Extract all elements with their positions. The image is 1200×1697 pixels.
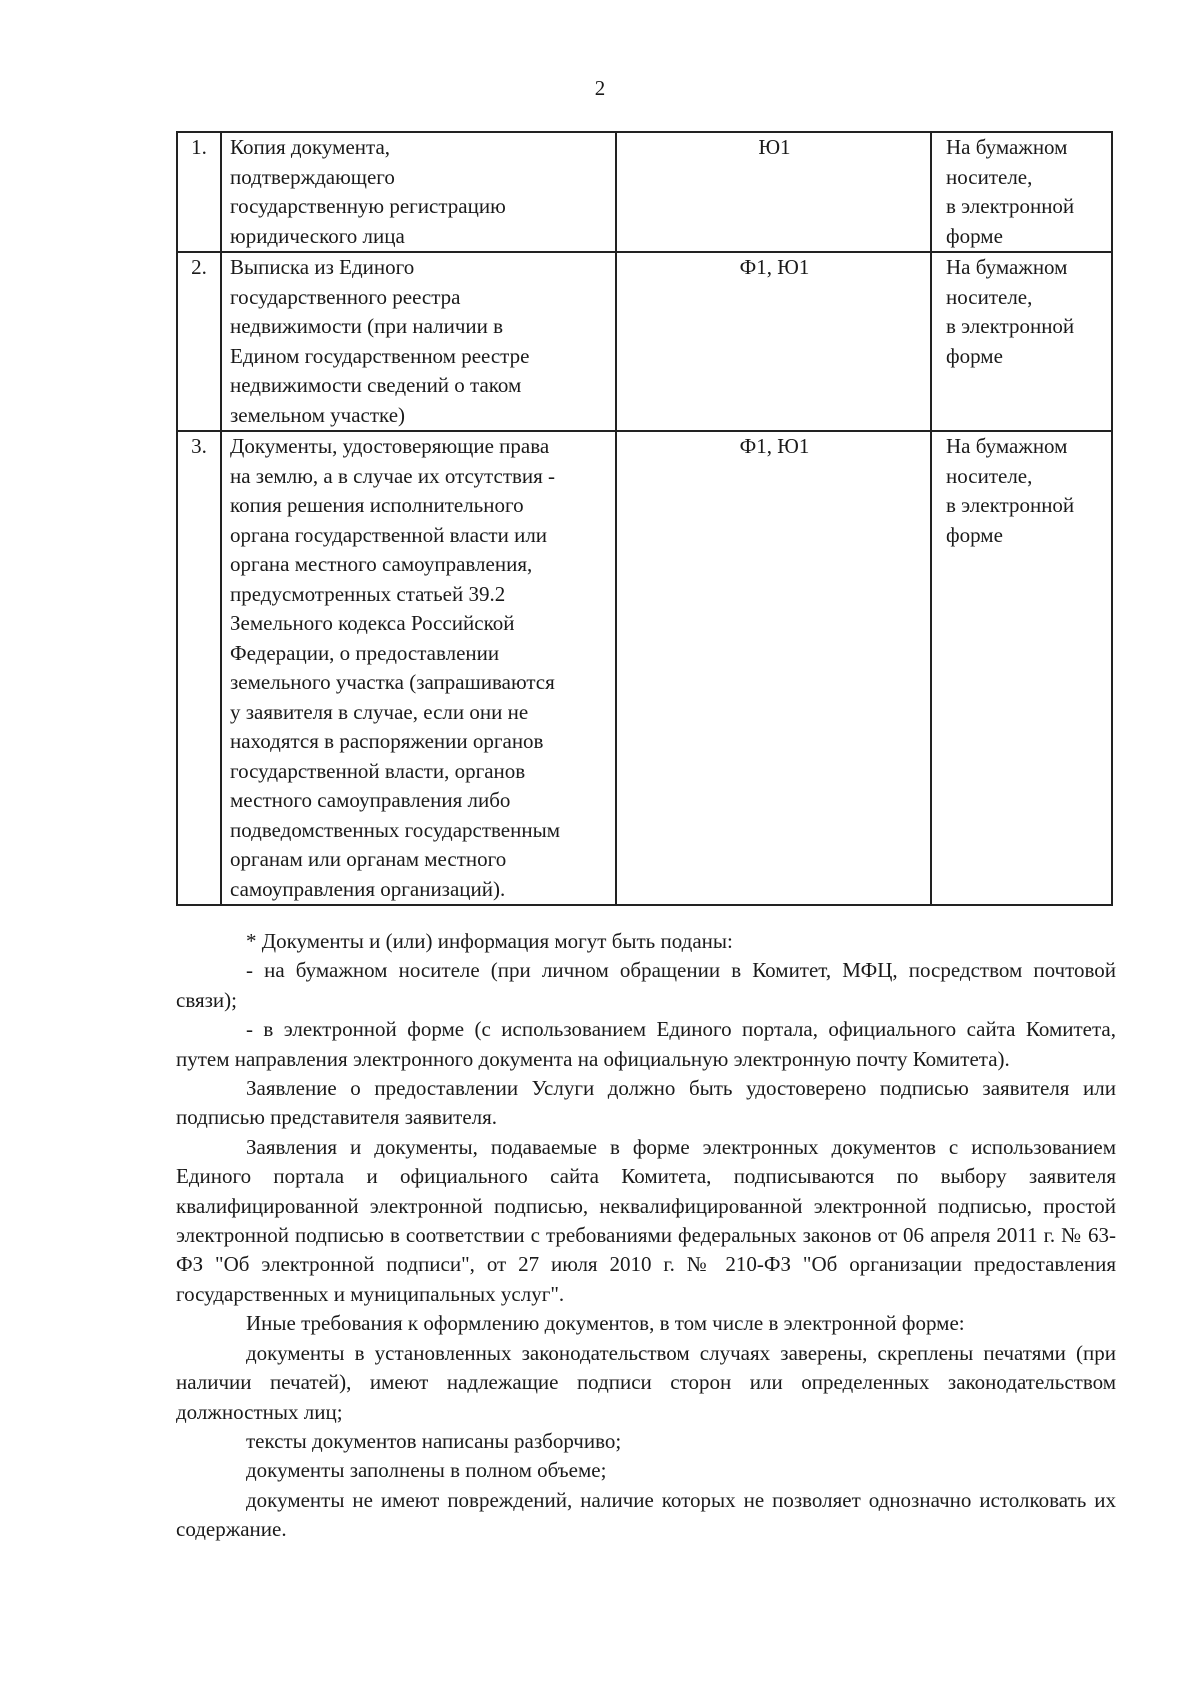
document-name-line: подведомственных государственным — [230, 817, 561, 842]
applicant-codes: Ф1, Ю1 — [616, 431, 931, 905]
document-name-line: органа местного самоуправления, — [230, 552, 533, 576]
submission-form-line: форме — [946, 223, 1003, 248]
document-name-line: недвижимости сведений о таком — [230, 373, 522, 397]
paragraph: документы не имеют повреждений, наличие которых не позволяет однозначно истолковать их содержание. — [176, 1487, 1116, 1542]
paragraph: тексты документов написаны разборчиво; — [246, 1428, 622, 1453]
document-name-line: подтверждающего — [230, 164, 395, 189]
paragraph: документы заполнены в полном объеме; — [246, 1458, 607, 1483]
submission-form — [931, 431, 1112, 905]
submission-form-line: На бумажном — [946, 255, 1068, 279]
document-name-line: Выписка из Единого — [230, 255, 415, 279]
submission-form-line: форме — [946, 522, 1003, 547]
paragraph: - в электронной форме (с использованием Единого портала, официального сайта Комитета, путем направления электронного документа на официальную электронную почту Комитета). — [176, 1017, 1116, 1071]
document-name-line: юридического лица — [230, 223, 405, 248]
submission-form-line: форме — [946, 343, 1003, 368]
page-number: 2 — [594, 76, 606, 100]
applicant-codes: Ю1 — [616, 132, 931, 252]
submission-form-line: в электронной — [946, 194, 1075, 218]
paragraph: Заявления и документы, подаваемые в форме электронных документов с использованием Единого портала и официального сайта Комитета, подписываются по выбору заявителя квалифицированной электронной подписью, неквалифицированной электронной подписью, простой электронной подписью в соответствии с требованиями федеральных законов от 06 апреля 2011 г. № 63-ФЗ "Об электронной подписи", от 27 июля 2010 г. № 210-ФЗ "Об организации предоставления государственных и муниципальных услуг". — [176, 1134, 1116, 1306]
table-row — [177, 252, 1112, 431]
table-row — [177, 132, 1112, 252]
body-text — [176, 927, 1116, 1545]
table-row — [177, 431, 1112, 905]
documents-table — [176, 131, 1113, 906]
paragraph: * Документы и (или) информация могут быть поданы: — [246, 929, 733, 953]
applicant-codes: Ф1, Ю1 — [616, 252, 931, 431]
document-name-line: у заявителя в случае, если они не — [230, 699, 529, 724]
document-name-line: земельного участка (запрашиваются — [230, 670, 555, 694]
row-number: 2. — [177, 252, 221, 431]
document-name-line: органам или органам местного — [230, 847, 507, 871]
submission-form-line: носителе, — [946, 284, 1033, 309]
document-name-line: находятся в распоряжении органов — [230, 729, 544, 753]
paragraph: - на бумажном носителе (при личном обращении в Комитет, МФЦ, посредством почтовой связи); — [176, 958, 1116, 1012]
document-name-line: государственной власти, органов — [230, 758, 526, 783]
document-name — [221, 132, 616, 252]
document-name-line: Копия документа, — [230, 135, 391, 159]
paragraph: Иные требования к оформлению документов, в том числе в электронной форме: — [246, 1311, 965, 1336]
submission-form-line: На бумажном — [946, 434, 1068, 458]
paragraph: Заявление о предоставлении Услуги должно быть удостоверено подписью заявителя или подписью представителя заявителя. — [176, 1076, 1116, 1130]
submission-form-line: На бумажном — [946, 135, 1068, 159]
document-name-line: Едином государственном реестре — [230, 343, 530, 368]
document-name-line: государственную регистрацию — [230, 194, 506, 218]
document-name-line: государственного реестра — [230, 284, 461, 309]
submission-form-line: в электронной — [946, 493, 1075, 517]
document-name-line: предусмотренных статьей 39.2 — [230, 581, 506, 606]
document-name-line: на землю, а в случае их отсутствия - — [230, 463, 556, 488]
document-name-line: недвижимости (при наличии в — [230, 314, 504, 338]
submission-form — [931, 252, 1112, 431]
document-name-line: местного самоуправления либо — [230, 788, 511, 812]
document-name — [221, 252, 616, 431]
document-name — [221, 431, 616, 905]
submission-form-line: в электронной — [946, 314, 1075, 338]
paragraph: документы в установленных законодательством случаях заверены, скреплены печатями (при наличии печатей), имеют надлежащие подписи сторон или определенных законодательством должностных лиц; — [176, 1340, 1116, 1424]
submission-form — [931, 132, 1112, 252]
row-number: 3. — [177, 431, 221, 905]
submission-form-line: носителе, — [946, 164, 1033, 189]
document-name-line: самоуправления организаций). — [230, 876, 506, 901]
document-name-line: копия решения исполнительного — [230, 493, 524, 517]
submission-form-line: носителе, — [946, 463, 1033, 488]
document-name-line: Земельного кодекса Российской — [230, 611, 515, 635]
row-number: 1. — [177, 132, 221, 252]
document-name-line: земельном участке) — [230, 402, 406, 427]
document-name-line: Документы, удостоверяющие права — [230, 434, 550, 458]
document-name-line: Федерации, о предоставлении — [230, 640, 500, 665]
document-name-line: органа государственной власти или — [230, 522, 548, 547]
